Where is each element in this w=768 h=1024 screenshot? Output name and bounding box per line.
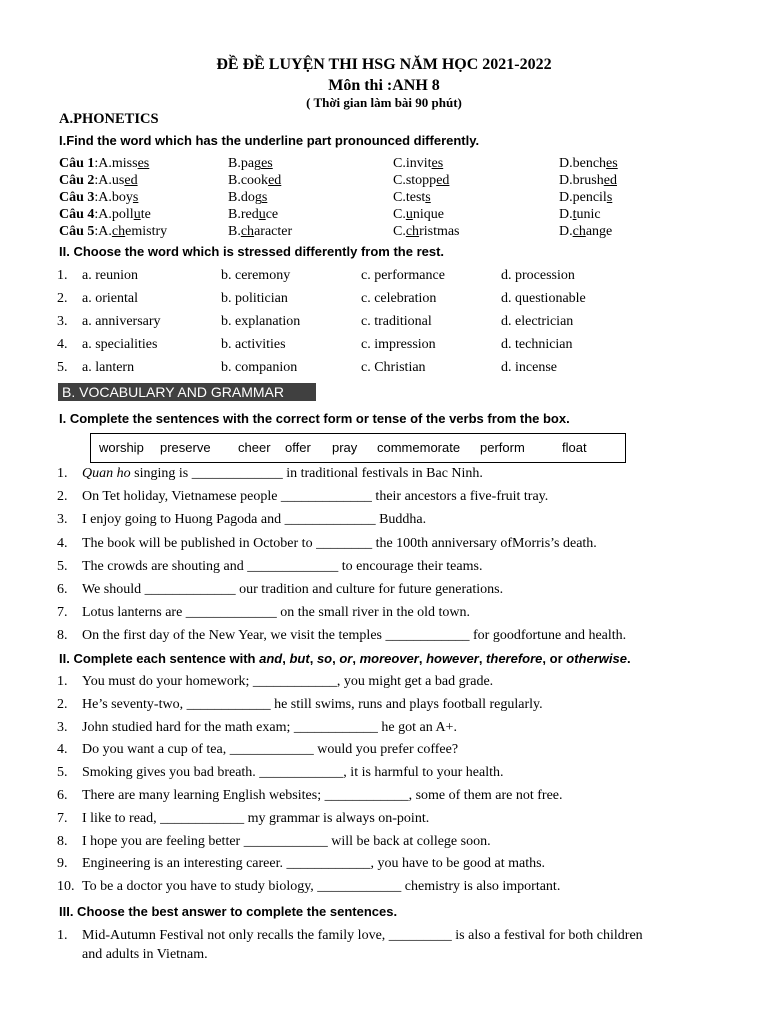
option-d: d. incense: [501, 360, 557, 375]
option-b: b. activities: [221, 337, 286, 352]
option-c: C.christmas: [393, 224, 460, 239]
option-b: B.cooked: [228, 173, 282, 188]
connector-word: so: [316, 651, 333, 666]
connector-word: or: [339, 651, 353, 666]
sentence-text: Lotus lanterns are _____________ on the small river in the old town.: [82, 605, 471, 621]
option-c: c. impression: [361, 337, 436, 352]
option-b: B.dogs: [228, 190, 268, 205]
option-a: a. oriental: [82, 291, 138, 306]
underlined-part: s: [606, 190, 613, 205]
option-a: a. reunion: [82, 268, 138, 283]
question-number: 10.: [57, 879, 75, 895]
sentence-text: Do you want a cup of tea, ____________ would you prefer coffee?: [82, 742, 459, 758]
connector-word: but: [289, 651, 310, 666]
sentence-text: I like to read, ____________ my grammar is always on-point.: [82, 810, 430, 826]
connector-word: moreover: [359, 651, 419, 666]
sentence-text: The book will be published in October to ________ the 100th anniversary ofMorris’s death.: [82, 535, 597, 551]
exam-title: ĐỀ ĐỀ LUYỆN THI HSG NĂM HỌC 2021-2022: [216, 56, 552, 73]
option-d: d. procession: [501, 268, 575, 283]
connector-list: and, but, so, or, moreover, however, therefore, or otherwise.: [259, 651, 631, 666]
sentence-text: I hope you are feeling better ____________ will be back at college soon.: [82, 833, 491, 849]
verbs-instruction: I. Complete the sentences with the correct form or tense of the verbs from the box.: [59, 411, 570, 426]
option-c: C.tests: [393, 190, 431, 205]
stress-instruction: II. Choose the word which is stressed differently from the rest.: [59, 244, 445, 259]
mcq-instruction: III. Choose the best answer to complete the sentences.: [59, 904, 398, 919]
exam-time: ( Thời gian làm bài 90 phút): [306, 95, 462, 110]
option-a: a. specialities: [82, 337, 158, 352]
option-a: Câu 5:A.chemistry: [59, 224, 168, 239]
underlined-part: t: [572, 207, 577, 222]
sentence-text: On the first day of the New Year, we visit the temples ____________ for goodfortune and health.: [82, 628, 627, 644]
option-d: D.pencils: [559, 190, 613, 205]
option-c: c. celebration: [361, 291, 437, 306]
connector-word: therefore: [486, 651, 543, 666]
option-a: Câu 3:A.boys: [59, 190, 139, 205]
question-number: 6.: [57, 788, 68, 803]
word-box: [90, 433, 626, 463]
connector-word: however: [426, 651, 479, 666]
question-number: 1.: [57, 268, 68, 283]
underlined-part: es: [261, 156, 273, 171]
question-number: 7.: [57, 605, 68, 621]
question-number: 4.: [57, 742, 68, 758]
question-text-line1: Mid-Autumn Festival not only recalls the family love, _________ is also a festival for both children: [82, 928, 643, 943]
option-a: a. lantern: [82, 360, 135, 375]
sentence-text: I enjoy going to Huong Pagoda and _____________ Buddha.: [82, 512, 427, 528]
box-word: float: [562, 440, 587, 455]
question-number: 4.: [57, 337, 68, 352]
option-a: Câu 1:A.misses: [59, 156, 150, 171]
box-word: worship: [99, 440, 144, 455]
option-b: B.reduce: [228, 207, 279, 222]
option-d: D.brushed: [559, 173, 617, 188]
question-number: 7.: [57, 810, 68, 826]
question-number: 1.: [57, 466, 68, 481]
option-d: D.benches: [559, 156, 618, 171]
option-d: D.change: [559, 224, 613, 239]
question-number: 8.: [57, 628, 68, 644]
box-word: preserve: [160, 440, 211, 455]
option-a: a. anniversary: [82, 314, 161, 329]
sentence-text: Smoking gives you bad breath. ____________, it is harmful to your health.: [82, 765, 504, 781]
section-a-title: A.PHONETICS: [59, 111, 159, 127]
option-a: Câu 4:A.pollute: [59, 207, 151, 222]
question-number: 2.: [57, 291, 68, 306]
question-number: 5.: [57, 765, 68, 781]
connector-instruction: [59, 651, 631, 666]
option-d: d. questionable: [501, 291, 586, 306]
underlined-part: ch: [572, 224, 586, 239]
question-number: 3.: [57, 512, 68, 528]
question-number: 8.: [57, 833, 68, 849]
underlined-part: s: [425, 190, 431, 205]
sentence-text: John studied hard for the math exam; ____________ he got an A+.: [82, 719, 457, 735]
underlined-part: u: [258, 207, 266, 222]
sentence-text: We should _____________ our tradition and culture for future generations.: [82, 582, 504, 597]
question-label: Câu 3: [59, 190, 95, 205]
sentence-text: On Tet holiday, Vietnamese people _____________ their ancestors a five-fruit tray.: [82, 489, 549, 505]
box-word: perform: [480, 440, 525, 455]
connector-word: and: [259, 651, 283, 666]
question-number: 3.: [57, 719, 68, 735]
underlined-part: ed: [603, 173, 617, 188]
question-label: Câu 4: [59, 207, 95, 222]
underlined-part: s: [261, 190, 268, 205]
option-b: b. ceremony: [221, 268, 291, 283]
underlined-part: ch: [111, 224, 126, 239]
option-c: c. performance: [361, 268, 445, 283]
question-number: 2.: [57, 696, 68, 712]
question-number: 5.: [57, 558, 68, 574]
box-word: pray: [332, 440, 358, 455]
question-number: 4.: [57, 535, 68, 551]
sentence-text: To be a doctor you have to study biology, ____________ chemistry is also important.: [82, 879, 561, 895]
question-number: 2.: [57, 489, 68, 505]
option-d: d. technician: [501, 337, 573, 352]
phonetics-instruction: I.Find the word which has the underline part pronounced differently.: [59, 133, 480, 148]
section-b-title: B. VOCABULARY AND GRAMMAR: [58, 383, 316, 401]
option-b: B.pages: [228, 156, 273, 171]
underlined-part: s: [132, 190, 139, 205]
underlined-part: ch: [240, 224, 255, 239]
option-b: b. explanation: [221, 314, 301, 329]
option-c: C.invites: [393, 156, 444, 171]
connector-word: otherwise: [566, 651, 627, 666]
exam-subject: Môn thi :ANH 8: [328, 77, 440, 94]
question-label: Câu 5: [59, 224, 95, 239]
sentence-text: He’s seventy-two, ____________ he still swims, runs and plays football regularly.: [82, 696, 543, 712]
question-label: Câu 2: [59, 173, 95, 188]
question-number: 3.: [57, 314, 68, 329]
sentence-text: There are many learning English websites; ____________, some of them are not free.: [82, 788, 563, 803]
question-label: Câu 1: [59, 156, 95, 171]
sentence-text: You must do your homework; ____________, you might get a bad grade.: [82, 674, 494, 689]
question-text-line2: and adults in Vietnam.: [82, 947, 208, 962]
question-number: 9.: [57, 856, 68, 872]
underlined-part: es: [137, 156, 150, 171]
question-number: 6.: [57, 582, 68, 597]
connector-instruction-start: II. Complete each sentence with: [59, 651, 260, 666]
option-c: c. Christian: [361, 360, 426, 375]
option-d: d. electrician: [501, 314, 574, 329]
box-word: offer: [285, 440, 311, 455]
box-word: cheer: [238, 440, 271, 455]
sentence-text: Engineering is an interesting career. ____________, you have to be good at maths.: [82, 856, 546, 872]
option-d: D.tunic: [559, 207, 601, 222]
underlined-part: es: [606, 156, 618, 171]
option-b: b. companion: [221, 360, 298, 375]
option-c: C.unique: [393, 207, 444, 222]
underlined-part: u: [405, 207, 413, 222]
underlined-part: ch: [405, 224, 420, 239]
option-c: c. traditional: [361, 314, 432, 329]
option-c: C.stopped: [393, 173, 450, 188]
question-number: 1.: [57, 928, 68, 943]
option-b: B.character: [228, 224, 293, 239]
sentence-text: The crowds are shouting and _____________ to encourage their teams.: [82, 558, 483, 574]
underlined-part: ed: [124, 173, 138, 188]
question-number: 5.: [57, 360, 68, 375]
box-word: commemorate: [377, 440, 461, 455]
underlined-part: ed: [436, 173, 450, 188]
underlined-part: u: [133, 207, 141, 222]
underlined-part: ed: [268, 173, 282, 188]
option-a: Câu 2:A.used: [59, 173, 138, 188]
underlined-part: es: [431, 156, 444, 171]
sentence-text: Quan ho singing is _____________ in traditional festivals in Bac Ninh.: [82, 466, 483, 481]
option-b: b. politician: [221, 291, 288, 306]
question-number: 1.: [57, 674, 68, 689]
